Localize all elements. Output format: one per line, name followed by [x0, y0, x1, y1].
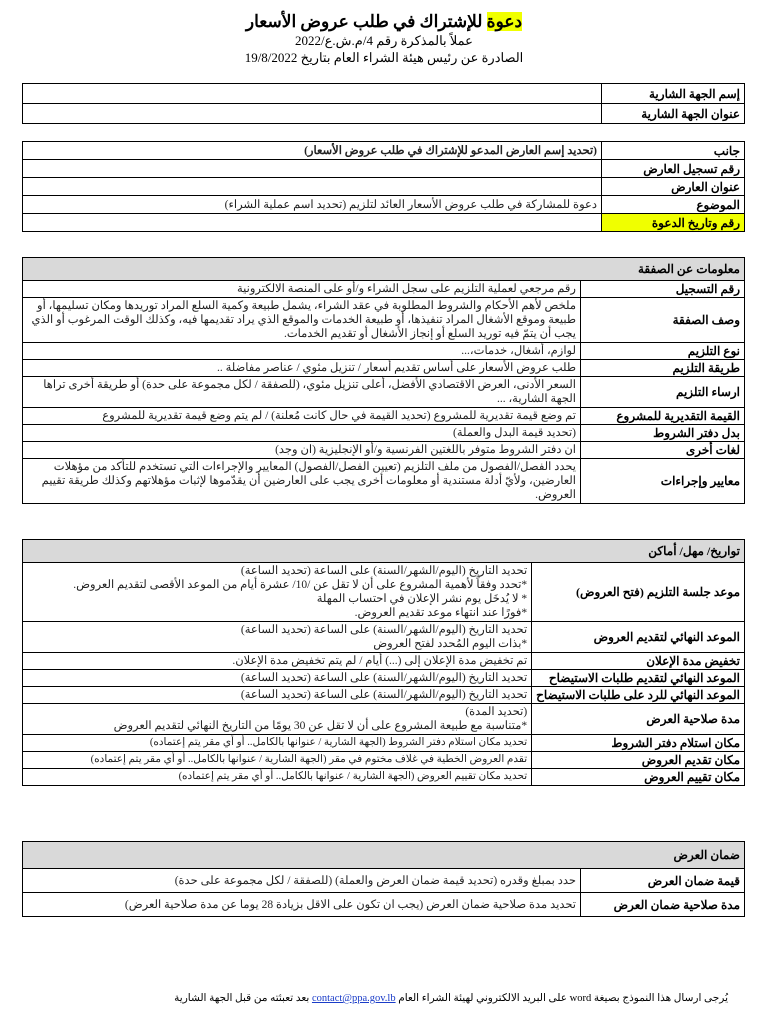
bid-validity-value[interactable]	[23, 704, 532, 735]
table-row	[23, 104, 745, 124]
section-header-row	[23, 842, 745, 869]
guarantee-amount-value[interactable]: حدد بمبلغ وقدره (تحديد قيمة ضمان العرض والعملة) (للصفقة / لكل مجموعة على حدة)	[23, 869, 581, 893]
deal-info-table	[22, 257, 745, 504]
invitation-number-date-value[interactable]	[23, 214, 602, 232]
issue-reference: الصادرة عن رئيس هيئة الشراء العام بتاريخ 19/8/2022	[244, 50, 524, 65]
table-row	[23, 670, 745, 687]
bid-evaluation-location-label: مكان تقييم العروض	[532, 769, 745, 786]
footer-note	[174, 992, 728, 1004]
table-row	[23, 377, 745, 408]
guarantee-amount-label: قيمة ضمان العرض	[581, 869, 745, 893]
bidder-address-value[interactable]	[23, 178, 602, 196]
section-header-row	[23, 258, 745, 281]
bidder-attn-value[interactable]: (تحديد إسم العارض المدعو للإشتراك في طلب عروض الأسعار)	[23, 142, 602, 160]
opening-session-label: موعد جلسة التلزيم (فتح العروض)	[532, 563, 745, 622]
clarification-request-deadline-label: الموعد النهائي لتقديم طلبات الاستيضاح	[532, 670, 745, 687]
value-line: (تحديد المدة)	[465, 706, 528, 718]
table-row	[23, 160, 745, 178]
entity-name-label: إسم الجهة الشارية	[602, 84, 745, 104]
other-languages-value[interactable]: ان دفتر الشروط متوفر باللغتين الفرنسية و/أو الإنجليزية (ان وجد)	[23, 442, 581, 459]
value-line: تحديد التاريخ (اليوم/الشهر/السنة) على الساعة (تحديد الساعة)	[240, 565, 528, 577]
award-basis-label: ارساء التلزيم	[581, 377, 745, 408]
criteria-procedures-value[interactable]: يحدد الفصل/الفصول من ملف التلزيم (تعيين الفصل/الفصول) المعايير والإجراءات التي تستخدم للتأكد من مؤهلات العارضين، ولأيّ أدلة مستندية أو معلومات أخرى يجب على العارضين أن يقدّموها لإثبات مؤهلاتهم وكذلك طريقة تقييم العروض.	[23, 459, 581, 504]
bidder-table	[22, 141, 745, 232]
invitation-number-date-label: رقم وتاريخ الدعوة	[602, 214, 745, 232]
table-row	[23, 84, 745, 104]
value-line: *فورًا عند انتهاء موعد تقديم العروض.	[354, 607, 528, 619]
estimated-value-label: القيمة التقديرية للمشروع	[581, 408, 745, 425]
title-highlight: دعوة	[486, 12, 523, 31]
deal-section-heading: معلومات عن الصفقة	[23, 258, 745, 281]
other-languages-label: لغات أخرى	[581, 442, 745, 459]
value-line: تحديد التاريخ (اليوم/الشهر/السنة) على الساعة (تحديد الساعة)	[240, 689, 528, 701]
table-row	[23, 869, 745, 893]
deal-description-value[interactable]: ملخص لأهم الأحكام والشروط المطلوبة في عقد الشراء، يشمل طبيعة وكمية السلع المراد توريدها ومكان تسليمها، أو طبيعة وموقع الأشغال المراد تنفيذها، أو طبيعة الخدمات والموقع الذي يراد تقديمها فيه، وكذلك الوقت المرغوب أو الذي يجب أن يتمّ فيه توريد السلع أو إنجاز الأشغال أو تقديم الخدمات.	[23, 298, 581, 343]
table-row	[23, 214, 745, 232]
table-row	[23, 343, 745, 360]
table-row	[23, 687, 745, 704]
table-row	[23, 196, 745, 214]
table-row	[23, 178, 745, 196]
value-line: تحديد التاريخ (اليوم/الشهر/السنة) على الساعة (تحديد الساعة)	[240, 672, 528, 684]
opening-session-value[interactable]	[23, 563, 532, 622]
bid-submission-location-value[interactable]	[23, 752, 532, 769]
procurement-type-value[interactable]: لوازم، أشغال، خدمات،...	[23, 343, 581, 360]
estimated-value-value[interactable]: تم وضع قيمة تقديرية للمشروع (تحديد القيمة في حال كانت مُعلنة) / لم يتم وضع قيمة تقديرية للمشروع	[23, 408, 581, 425]
procurement-method-label: طريقة التلزيم	[581, 360, 745, 377]
bid-submission-location-label: مكان تقديم العروض	[532, 752, 745, 769]
bidder-address-label: عنوان العارض	[602, 178, 745, 196]
tender-docs-fee-value[interactable]: (تحديد قيمة البدل والعملة)	[23, 425, 581, 442]
title-rest: للإشتراك في طلب عروض الأسعار	[245, 12, 487, 31]
dates-table	[22, 539, 745, 786]
docs-pickup-location-value[interactable]	[23, 735, 532, 752]
table-row	[23, 425, 745, 442]
submission-deadline-value[interactable]	[23, 622, 532, 653]
table-row	[23, 360, 745, 377]
value-line: تحديد التاريخ (اليوم/الشهر/السنة) على الساعة (تحديد الساعة)	[240, 624, 528, 636]
notice-reduction-value[interactable]	[23, 653, 532, 670]
table-row	[23, 622, 745, 653]
table-row	[23, 653, 745, 670]
award-basis-value[interactable]: السعر الأدنى، العرض الاقتصادي الأفضل، أعلى تنزيل مئوي، (للصفقة / لكل مجموعة على حدة) أو طريقة أخرى تراها الجهة الشارية، ...	[23, 377, 581, 408]
value-line: * لا يُدخَل يوم نشر الإعلان في احتساب المهلة	[316, 593, 528, 605]
subject-value[interactable]: دعوة للمشاركة في طلب عروض الأسعار العائد لتلزيم (تحديد اسم عملية الشراء)	[23, 196, 602, 214]
entity-address-value[interactable]	[23, 104, 602, 124]
value-line: تم تخفيض مدة الإعلان إلى (...) أيام / لم يتم تخفيض مدة الإعلان.	[232, 655, 528, 667]
registration-number-label: رقم التسجيل	[581, 281, 745, 298]
bidder-registration-label: رقم تسجيل العارض	[602, 160, 745, 178]
clarification-reply-deadline-label: الموعد النهائي للرد على طلبات الاستيضاح	[532, 687, 745, 704]
guarantee-validity-label: مدة صلاحية ضمان العرض	[581, 893, 745, 917]
registration-number-value[interactable]: رقم مرجعي لعملية التلزيم على سجل الشراء و/أو على المنصة الالكترونية	[23, 281, 581, 298]
bid-validity-label: مدة صلاحية العرض	[532, 704, 745, 735]
value-line: *متناسبة مع طبيعة المشروع على أن لا تقل عن 30 يومًا من التاريخ النهائي لتقديم العروض	[113, 720, 528, 732]
notice-reduction-label: تخفيض مدة الإعلان	[532, 653, 745, 670]
table-row	[23, 298, 745, 343]
entity-address-label: عنوان الجهة الشارية	[602, 104, 745, 124]
contact-email-link[interactable]: contact@ppa.gov.lb	[311, 993, 396, 1004]
clarification-request-deadline-value[interactable]	[23, 670, 532, 687]
bid-evaluation-location-value[interactable]	[23, 769, 532, 786]
footer-text-after: بعد تعبئته من قبل الجهة الشارية	[174, 993, 312, 1004]
table-row	[23, 442, 745, 459]
entity-name-value[interactable]	[23, 84, 602, 104]
table-row	[23, 735, 745, 752]
value-line: تحديد مكان تقييم العروض (الجهة الشارية / عنوانها بالكامل.. أو أي مقر يتم إعتماده)	[178, 771, 528, 782]
table-row	[23, 281, 745, 298]
table-row	[23, 769, 745, 786]
value-line: *تحدد وفقاً لأهمية المشروع على أن لا تقل عن /10/ عشرة أيام من الموعد الأقصى لتقديم العروض.	[73, 579, 528, 591]
value-line: تحديد مكان استلام دفتر الشروط (الجهة الشارية / عنوانها بالكامل.. أو أي مقر يتم إعتماده)	[149, 737, 528, 748]
document-header	[0, 12, 768, 66]
procurement-method-value[interactable]: طلب عروض الأسعار على أساس تقديم أسعار / تنزيل مئوي / عناصر مفاضلة ..	[23, 360, 581, 377]
docs-pickup-location-label: مكان استلام دفتر الشروط	[532, 735, 745, 752]
tender-docs-fee-label: بدل دفتر الشروط	[581, 425, 745, 442]
table-row	[23, 142, 745, 160]
deal-description-label: وصف الصفقة	[581, 298, 745, 343]
bidder-attn-label: جانب	[602, 142, 745, 160]
bid-guarantee-table	[22, 841, 745, 917]
table-row	[23, 752, 745, 769]
table-row	[23, 408, 745, 425]
criteria-procedures-label: معايير وإجراءات	[581, 459, 745, 504]
bidder-registration-value[interactable]	[23, 160, 602, 178]
value-line: *بذات اليوم المُحدد لفتح العروض	[373, 638, 528, 650]
section-header-row	[23, 540, 745, 563]
dates-section-heading: تواريخ/ مهل/ أماكن	[23, 540, 745, 563]
value-line: تقدم العروض الخطية في غلاف مختوم في مقر (الجهة الشارية / عنوانها بالكامل.. أو أي مقر يتم إعتماده)	[90, 754, 528, 765]
table-row	[23, 704, 745, 735]
guarantee-section-heading: ضمان العرض	[23, 842, 745, 869]
subject-label: الموضوع	[602, 196, 745, 214]
clarification-reply-deadline-value[interactable]	[23, 687, 532, 704]
table-row	[23, 893, 745, 917]
document-title	[0, 12, 768, 32]
guarantee-validity-value[interactable]: تحديد مدة صلاحية ضمان العرض (يجب ان تكون على الاقل بزيادة 28 يوما عن مدة صلاحية العرض)	[23, 893, 581, 917]
table-row	[23, 563, 745, 622]
memo-reference: عملاً بالمذكرة رقم 4/م.ش.ع/2022	[295, 33, 473, 48]
entity-table	[22, 83, 745, 124]
procurement-type-label: نوع التلزيم	[581, 343, 745, 360]
footer-text-before: يُرجى ارسال هذا النموذج بصيغة word على البريد الالكتروني لهيئة الشراء العام	[395, 993, 728, 1004]
table-row	[23, 459, 745, 504]
submission-deadline-label: الموعد النهائي لتقديم العروض	[532, 622, 745, 653]
